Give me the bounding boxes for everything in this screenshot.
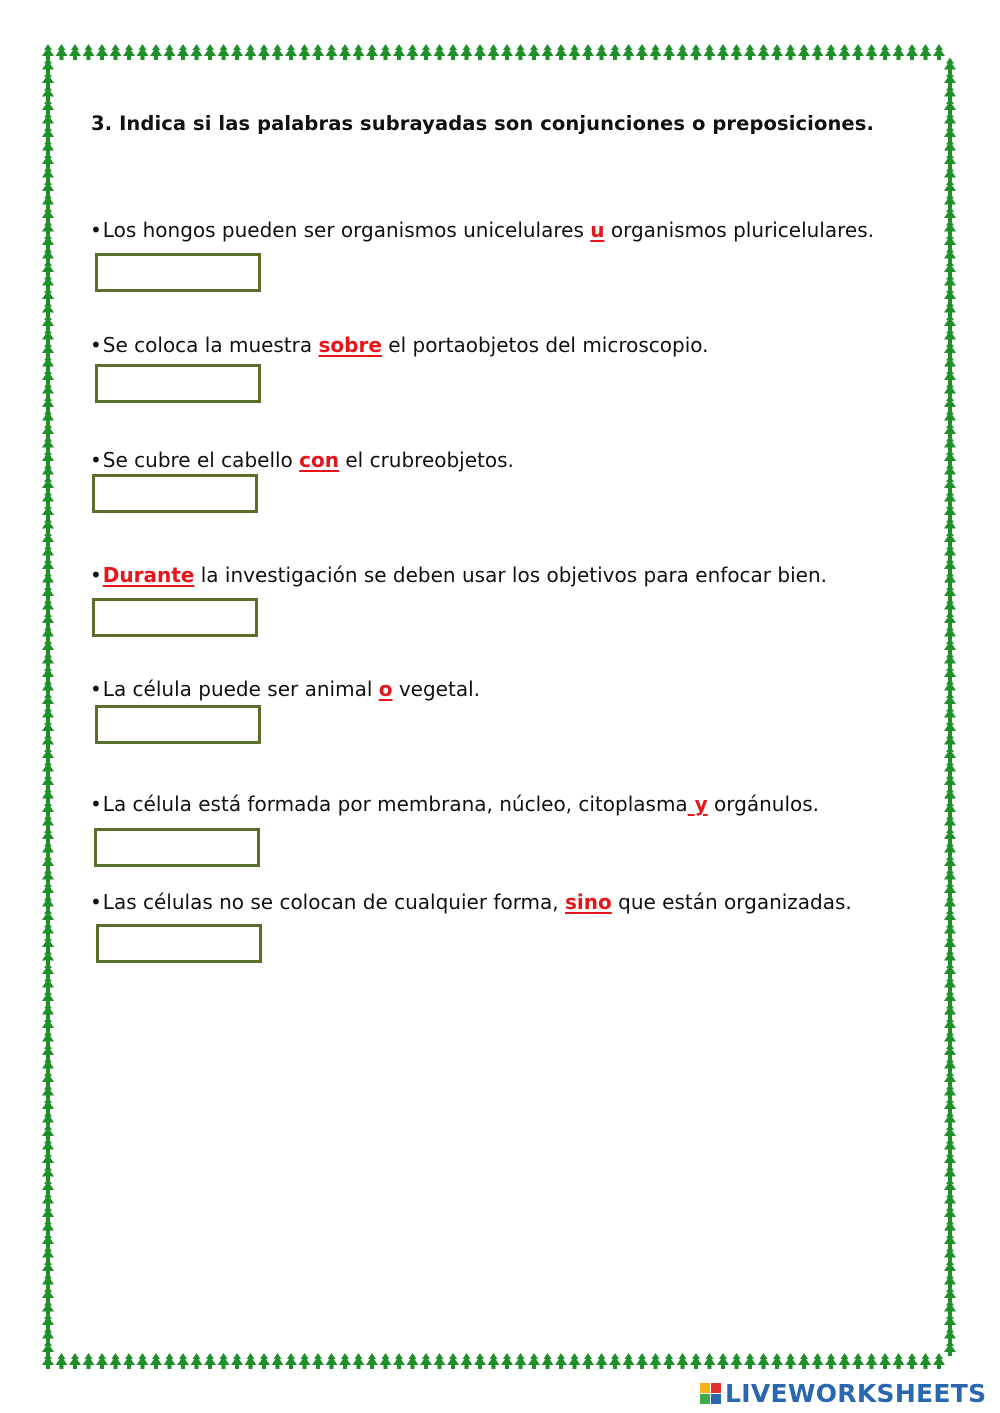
christmas-tree-icon: [339, 1353, 351, 1369]
christmas-tree-icon: [69, 1353, 81, 1369]
christmas-tree-icon: [663, 1353, 675, 1369]
christmas-tree-icon: [650, 44, 662, 60]
christmas-tree-icon: [785, 44, 797, 60]
christmas-tree-icon: [42, 1340, 54, 1356]
bullet-icon: •: [90, 448, 102, 472]
christmas-tree-icon: [83, 1353, 95, 1369]
christmas-tree-icon: [650, 1353, 662, 1369]
christmas-tree-icon: [555, 1353, 567, 1369]
christmas-tree-icon: [96, 44, 108, 60]
christmas-tree-icon: [110, 1353, 122, 1369]
sentence-item: [90, 890, 852, 914]
christmas-tree-icon: [852, 44, 864, 60]
christmas-tree-icon: [488, 44, 500, 60]
answer-box[interactable]: [95, 705, 261, 744]
christmas-tree-icon: [906, 1353, 918, 1369]
christmas-tree-icon: [663, 44, 675, 60]
christmas-tree-icon: [515, 44, 527, 60]
christmas-tree-icon: [501, 44, 513, 60]
underlined-keyword: o: [378, 677, 393, 701]
sentence-text-after: que están organizadas.: [611, 890, 852, 914]
sentence-text-before: Las células no se colocan de cualquier forma,: [102, 890, 566, 914]
sentence-text-before: Los hongos pueden ser organismos unicelulares: [102, 218, 591, 242]
underlined-keyword: Durante: [102, 563, 195, 587]
christmas-tree-icon: [893, 1353, 905, 1369]
christmas-tree-icon: [285, 1353, 297, 1369]
christmas-tree-icon: [123, 44, 135, 60]
christmas-tree-icon: [798, 1353, 810, 1369]
christmas-tree-icon: [944, 1340, 956, 1356]
bullet-icon: •: [90, 563, 102, 587]
christmas-tree-icon: [231, 44, 243, 60]
christmas-tree-icon: [555, 44, 567, 60]
christmas-tree-icon: [542, 1353, 554, 1369]
bullet-icon: •: [90, 333, 102, 357]
logo-text: LIVEWORKSHEETS: [725, 1378, 987, 1408]
christmas-tree-icon: [393, 44, 405, 60]
exercise-title: 3. Indica si las palabras subrayadas son conjunciones o preposiciones.: [91, 112, 874, 135]
answer-box[interactable]: [92, 474, 258, 513]
christmas-tree-icon: [717, 1353, 729, 1369]
underlined-keyword: sobre: [318, 333, 382, 357]
christmas-tree-icon: [218, 44, 230, 60]
christmas-tree-icon: [272, 44, 284, 60]
answer-box[interactable]: [92, 598, 258, 637]
christmas-tree-icon: [312, 1353, 324, 1369]
bullet-icon: •: [90, 792, 102, 816]
christmas-tree-icon: [258, 44, 270, 60]
christmas-tree-icon: [920, 44, 932, 60]
christmas-tree-icon: [191, 1353, 203, 1369]
christmas-tree-icon: [69, 44, 81, 60]
christmas-tree-icon: [488, 1353, 500, 1369]
christmas-tree-icon: [353, 1353, 365, 1369]
christmas-tree-icon: [56, 44, 68, 60]
christmas-tree-icon: [569, 1353, 581, 1369]
logo-tile: [711, 1394, 721, 1404]
christmas-tree-icon: [812, 1353, 824, 1369]
christmas-tree-icon: [528, 1353, 540, 1369]
sentence-item: [90, 563, 827, 587]
sentence-item: [90, 333, 709, 357]
christmas-tree-icon: [623, 44, 635, 60]
christmas-tree-icon: [474, 44, 486, 60]
christmas-tree-icon: [312, 44, 324, 60]
christmas-tree-icon: [245, 44, 257, 60]
christmas-tree-icon: [258, 1353, 270, 1369]
christmas-tree-icon: [920, 1353, 932, 1369]
christmas-tree-icon: [515, 1353, 527, 1369]
christmas-tree-icon: [380, 44, 392, 60]
sentence-text-after: organismos pluricelulares.: [604, 218, 874, 242]
christmas-tree-icon: [542, 44, 554, 60]
christmas-tree-icon: [933, 44, 945, 60]
christmas-tree-icon: [933, 1353, 945, 1369]
sentence-text-before: Se coloca la muestra: [102, 333, 319, 357]
christmas-tree-icon: [420, 1353, 432, 1369]
christmas-tree-icon: [825, 44, 837, 60]
christmas-tree-icon: [177, 1353, 189, 1369]
christmas-tree-icon: [690, 44, 702, 60]
sentence-text-before: La célula está formada por membrana, núcleo, citoplasma: [102, 792, 688, 816]
answer-box[interactable]: [95, 253, 261, 292]
christmas-tree-icon: [434, 1353, 446, 1369]
answer-box[interactable]: [94, 828, 260, 867]
bullet-icon: •: [90, 677, 102, 701]
christmas-tree-icon: [758, 44, 770, 60]
christmas-tree-icon: [866, 1353, 878, 1369]
christmas-tree-icon: [771, 44, 783, 60]
christmas-tree-icon: [326, 1353, 338, 1369]
christmas-tree-icon: [245, 1353, 257, 1369]
sentence-item: [90, 448, 514, 472]
christmas-tree-icon: [123, 1353, 135, 1369]
christmas-tree-icon: [164, 1353, 176, 1369]
christmas-tree-icon: [501, 1353, 513, 1369]
christmas-tree-icon: [83, 44, 95, 60]
christmas-tree-icon: [812, 44, 824, 60]
christmas-tree-icon: [326, 44, 338, 60]
christmas-tree-icon: [582, 1353, 594, 1369]
christmas-tree-icon: [636, 1353, 648, 1369]
christmas-tree-icon: [704, 1353, 716, 1369]
christmas-tree-icon: [164, 44, 176, 60]
christmas-tree-icon: [893, 44, 905, 60]
christmas-tree-icon: [56, 1353, 68, 1369]
christmas-tree-icon: [299, 44, 311, 60]
underlined-keyword: con: [299, 448, 339, 472]
christmas-tree-icon: [407, 44, 419, 60]
sentence-text-after: la investigación se deben usar los objetivos para enfocar bien.: [194, 563, 827, 587]
christmas-tree-icon: [744, 1353, 756, 1369]
christmas-tree-icon: [879, 44, 891, 60]
christmas-tree-icon: [798, 44, 810, 60]
christmas-tree-icon: [636, 44, 648, 60]
christmas-tree-icon: [218, 1353, 230, 1369]
christmas-tree-icon: [447, 1353, 459, 1369]
christmas-tree-icon: [582, 44, 594, 60]
answer-box[interactable]: [96, 924, 262, 963]
christmas-tree-icon: [717, 44, 729, 60]
logo-tiles-icon: [700, 1383, 721, 1404]
logo-tile: [700, 1383, 710, 1393]
christmas-tree-icon: [110, 44, 122, 60]
christmas-tree-icon: [191, 44, 203, 60]
sentence-text-after: el portaobjetos del microscopio.: [381, 333, 709, 357]
christmas-tree-icon: [596, 44, 608, 60]
underlined-keyword: sino: [565, 890, 612, 914]
sentence-text-before: Se cubre el cabello: [102, 448, 300, 472]
christmas-tree-icon: [366, 1353, 378, 1369]
christmas-tree-icon: [474, 1353, 486, 1369]
liveworksheets-logo: [700, 1378, 986, 1408]
christmas-tree-icon: [150, 1353, 162, 1369]
christmas-tree-icon: [299, 1353, 311, 1369]
christmas-tree-icon: [852, 1353, 864, 1369]
christmas-tree-icon: [272, 1353, 284, 1369]
christmas-tree-icon: [839, 1353, 851, 1369]
christmas-tree-icon: [839, 44, 851, 60]
christmas-tree-icon: [596, 1353, 608, 1369]
christmas-tree-icon: [407, 1353, 419, 1369]
christmas-tree-icon: [96, 1353, 108, 1369]
christmas-tree-icon: [447, 44, 459, 60]
sentence-item: [90, 677, 480, 701]
sentence-item: [90, 792, 819, 816]
christmas-tree-icon: [879, 1353, 891, 1369]
christmas-tree-icon: [690, 1353, 702, 1369]
christmas-tree-icon: [866, 44, 878, 60]
answer-box[interactable]: [95, 364, 261, 403]
christmas-tree-icon: [150, 44, 162, 60]
christmas-tree-icon: [420, 44, 432, 60]
christmas-tree-icon: [785, 1353, 797, 1369]
sentence-text-after: orgánulos.: [707, 792, 820, 816]
underlined-keyword: y: [687, 792, 708, 816]
christmas-tree-icon: [137, 44, 149, 60]
christmas-tree-icon: [731, 44, 743, 60]
christmas-tree-icon: [825, 1353, 837, 1369]
sentence-text-after: vegetal.: [392, 677, 480, 701]
christmas-tree-icon: [353, 44, 365, 60]
underlined-keyword: u: [590, 218, 605, 242]
christmas-tree-icon: [204, 1353, 216, 1369]
christmas-tree-icon: [731, 1353, 743, 1369]
christmas-tree-icon: [609, 1353, 621, 1369]
sentence-item: [90, 218, 874, 242]
logo-tile: [700, 1394, 710, 1404]
christmas-tree-icon: [393, 1353, 405, 1369]
christmas-tree-icon: [569, 44, 581, 60]
christmas-tree-icon: [704, 44, 716, 60]
christmas-tree-icon: [771, 1353, 783, 1369]
christmas-tree-icon: [231, 1353, 243, 1369]
christmas-tree-icon: [285, 44, 297, 60]
christmas-tree-icon: [366, 44, 378, 60]
logo-tile: [711, 1383, 721, 1393]
christmas-tree-icon: [609, 44, 621, 60]
christmas-tree-icon: [744, 44, 756, 60]
christmas-tree-icon: [204, 44, 216, 60]
christmas-tree-icon: [528, 44, 540, 60]
bullet-icon: •: [90, 890, 102, 914]
christmas-tree-icon: [461, 44, 473, 60]
christmas-tree-icon: [623, 1353, 635, 1369]
christmas-tree-icon: [758, 1353, 770, 1369]
christmas-tree-icon: [906, 44, 918, 60]
sentence-text-before: La célula puede ser animal: [102, 677, 379, 701]
christmas-tree-icon: [380, 1353, 392, 1369]
christmas-tree-icon: [677, 1353, 689, 1369]
christmas-tree-icon: [677, 44, 689, 60]
christmas-tree-icon: [434, 44, 446, 60]
bullet-icon: •: [90, 218, 102, 242]
christmas-tree-icon: [177, 44, 189, 60]
sentence-text-after: el crubreobjetos.: [339, 448, 514, 472]
christmas-tree-icon: [137, 1353, 149, 1369]
christmas-tree-icon: [339, 44, 351, 60]
christmas-tree-icon: [461, 1353, 473, 1369]
